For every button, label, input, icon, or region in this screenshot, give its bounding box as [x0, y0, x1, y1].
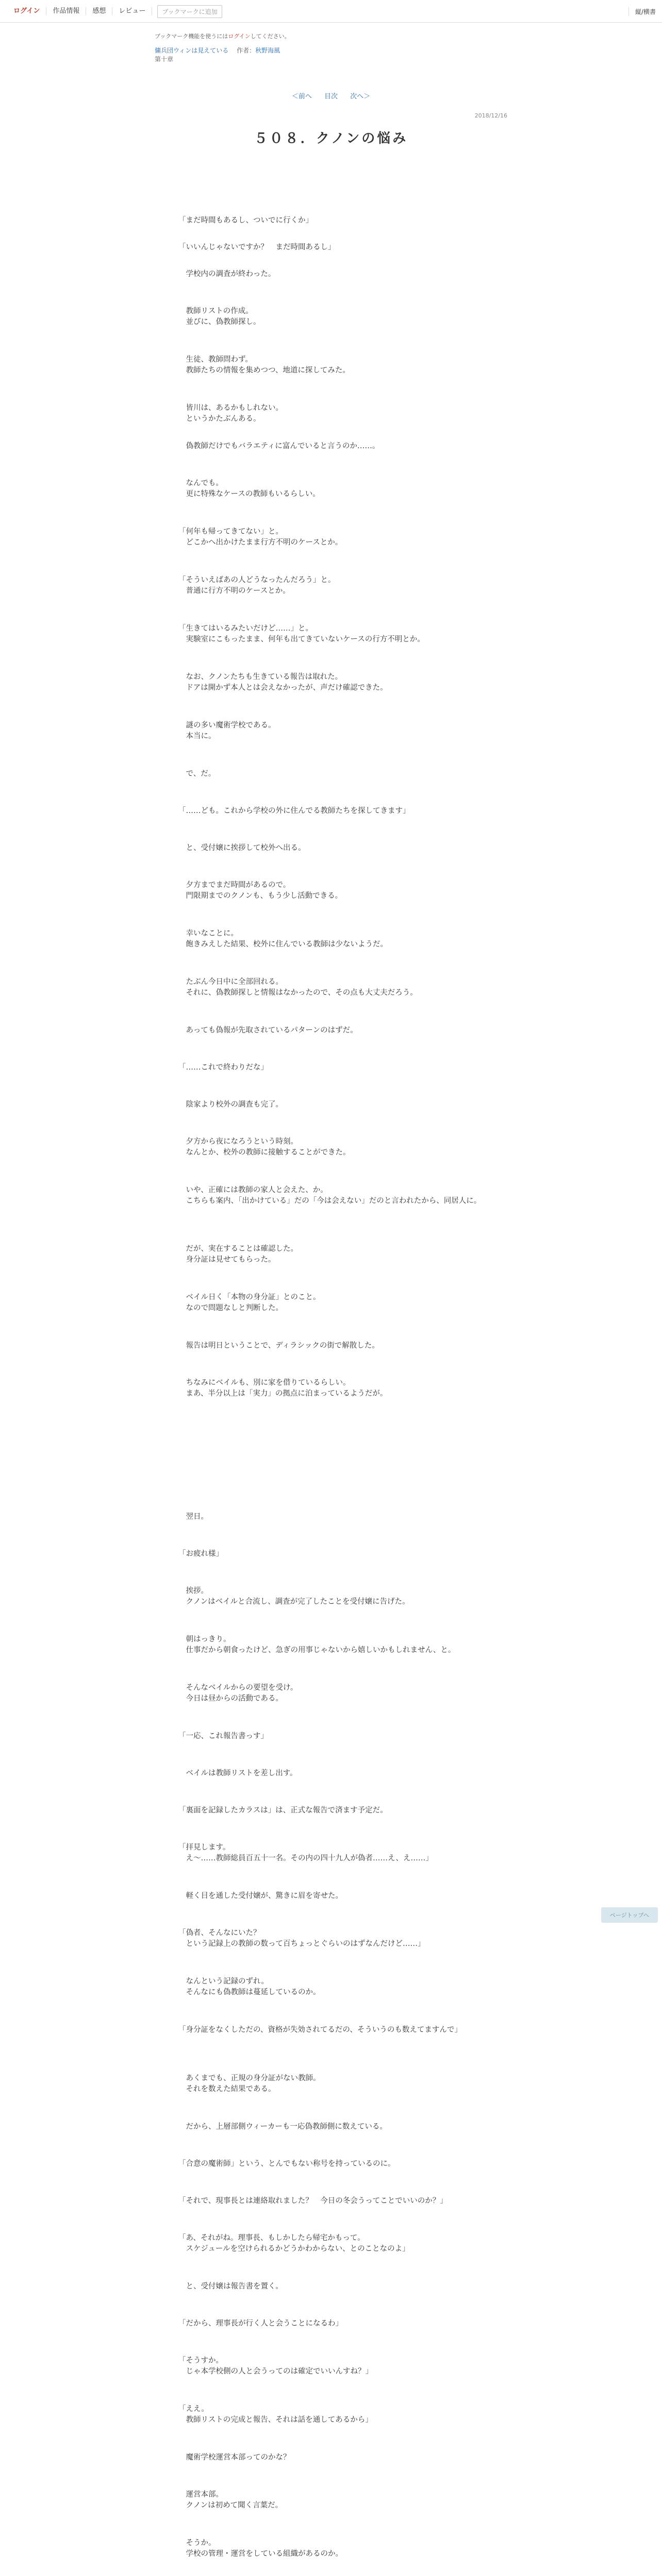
nav-login-link[interactable]: ログイン — [7, 7, 46, 15]
bookmark-button[interactable]: ブックマークに追加 — [157, 5, 222, 18]
body-paragraph: 運営本部。 クノンは初めて聞く言葉だ。 — [186, 2490, 283, 2510]
body-paragraph: 「だから、理事長が行く人と会うことになるわ」 — [178, 2319, 343, 2328]
series-title-link[interactable]: 傭兵団ウィンは見えている — [155, 47, 229, 54]
nav-info-link[interactable]: 作品情報 — [46, 7, 86, 15]
post-date: 2018/12/16 — [474, 112, 507, 119]
body-paragraph: 魔術学校運営本部ってのかな？ — [178, 2453, 291, 2462]
author-label: 作者： — [237, 47, 256, 54]
body-paragraph: だから、上層部側ウィーカーも一応偽教師側に数えている。 — [178, 2123, 387, 2131]
nav-review-link[interactable]: レビュー — [112, 7, 152, 15]
body-paragraph: あくまでも、正規の身分証がない教師。 それを数えた結果である。 — [186, 2074, 321, 2093]
body-paragraph: 「裏面を記録したカラスは」は、正式な報告で済ます予定だ。 — [178, 1806, 388, 1815]
body-paragraph: 「お疲れ様」 — [178, 1550, 223, 1558]
body-paragraph: 皆川は、あるかもしれない。 というかたぶんある。 — [186, 404, 283, 423]
body-paragraph: そうか。 学校の管理・運営をしている組織があるのか。 — [186, 2539, 343, 2558]
body-paragraph: 「一応、これ報告書っす」 — [178, 1732, 268, 1740]
body-paragraph: 挨拶。 クノンはベイルと合流し、調査が完了したことを受付嬢に告げた。 — [186, 1587, 410, 1606]
body-paragraph: いや、正確には教師の家人と会えた、か。 こちらも案内、「出かけている」だの「今は会えない」だのと言われたから、同居人に。 — [186, 1186, 482, 1205]
prev-link[interactable]: ＜前へ — [291, 93, 312, 100]
body-paragraph: 軽く目を通した受付嬢が、驚きに眉を寄せた。 — [178, 1892, 343, 1900]
body-paragraph: だが、実在することは確認した。 身分証は見せてもらった。 — [186, 1245, 298, 1264]
body-paragraph: 報告は明日ということで、ディラシックの街で解散した。 — [178, 1342, 379, 1350]
body-paragraph: たぶん今日中に全部回れる。 それに、偽教師探しと情報はなかったので、その点も大丈夫だろう。 — [186, 978, 418, 997]
next-link[interactable]: 次へ＞ — [350, 93, 371, 100]
body-paragraph: と、受付嬢に挨拶して校外へ出る。 — [178, 844, 306, 852]
body-paragraph: 「何年も帰ってきてない」と。 どこかへ出かけたまま行方不明のケースとか。 — [178, 528, 343, 547]
body-paragraph: 朝はっきり。 仕事だから朝食ったけど、急ぎの用事じゃないから嬉しいかもしれません、と。 — [186, 1635, 456, 1654]
body-paragraph: 「拝見します。 え～……教師総員百五十一名。その内の四十九人が偽者……え、え……」 — [178, 1843, 433, 1862]
body-paragraph: 偽教師だけでもバラエティに富んでいると言うのか……。 — [178, 442, 380, 450]
episode-pager — [0, 91, 662, 100]
body-paragraph: で、だ。 — [178, 770, 216, 778]
layout-toggle-label: 縦/横書 — [628, 7, 656, 16]
body-paragraph: そんなベイルからの要望を受け。 今日は昼からの活動である。 — [186, 1684, 298, 1703]
author-info — [230, 47, 280, 54]
body-paragraph: 「……これで終わりだな」 — [178, 1063, 268, 1072]
page-top-button[interactable]: ページトップへ — [601, 1907, 658, 1923]
bookmark-wrapper — [157, 5, 222, 18]
body-paragraph: 「生きてはいるみたいだけど……」と。 実験室にこもったまま、何年も出てきていないケースの行方不明とか。 — [178, 624, 425, 643]
nav-menu — [7, 0, 222, 23]
body-paragraph: 「いいんじゃないですか？ まだ時間あるし」 — [178, 243, 336, 251]
layout-toggle[interactable] — [628, 0, 656, 23]
body-paragraph: 陰家より校外の調査も完了。 — [178, 1100, 283, 1109]
body-paragraph: 「身分証をなくしただの、資格が失効されてるだの、そういうのも数えてますんで」 — [178, 2026, 462, 2034]
body-paragraph: 学校内の調査が終わった。 — [178, 270, 276, 278]
body-paragraph: 生徒、教師問わず。 教師たちの情報を集めつつ、地道に探してみた。 — [186, 355, 350, 375]
notice-prefix: ブックマーク機能を使うには — [155, 33, 228, 40]
body-paragraph: 「ええ。 教師リストの完成と報告、それは話を通してあるから」 — [178, 2405, 373, 2424]
novel-header — [155, 32, 507, 64]
body-paragraph: あっても偽報が先取されているパターンのはずだ。 — [178, 1026, 358, 1035]
body-paragraph: 「そういえばあの人どうなったんだろう」と。 普通に行方不明のケースとか。 — [178, 576, 336, 595]
body-paragraph: 「……ども。これから学校の外に住んでる教師たちを探してきます」 — [178, 807, 410, 815]
series-info — [155, 46, 507, 64]
body-paragraph: 「まだ時間もあるし、ついでに行くか」 — [178, 216, 313, 225]
body-paragraph: 「合意の魔術師」という、とんでもない称号を持っているのに。 — [178, 2160, 395, 2168]
body-paragraph: 謎の多い魔術学校である。 本当に。 — [186, 721, 276, 740]
author-link[interactable]: 秋野海風 — [255, 47, 280, 54]
body-paragraph: なんという記録のずれ。 そんなにも偽教師は蔓延しているのか。 — [186, 1977, 321, 1996]
body-paragraph: なお、クノンたちも生きている報告は取れた。 ドアは開かず本人とは会えなかったが、声だけ確認できた。 — [186, 673, 388, 692]
top-nav-bar — [0, 0, 662, 23]
bookmark-notice — [155, 32, 507, 40]
body-paragraph: 幸いなことに。 飽きみえした結果、校外に住んでいる教師は少ないようだ。 — [186, 929, 388, 948]
body-paragraph: 夕方までまだ時間があるので。 門限期までのクノンも、もう少し活動できる。 — [186, 881, 343, 900]
notice-login-link[interactable]: ログイン — [228, 33, 251, 40]
nav-impression-link[interactable]: 感想 — [86, 7, 112, 15]
episode-title: ５０８．クノンの悩み — [254, 131, 408, 146]
body-paragraph: 「あ、それがね。理事長、もしかしたら帰宅かもって。 スケジュールを空けられるかどうかわからない、とのことなのよ」 — [178, 2234, 410, 2253]
body-paragraph: なんでも。 更に特殊なケースの教師もいるらしい。 — [186, 479, 320, 498]
body-paragraph: 「偽者、そんなにいた？ という記録上の教師の数って百ちょっとぐらいのはずなんだけど……」 — [178, 1929, 425, 1948]
notice-suffix: してください。 — [250, 33, 290, 40]
body-paragraph: 「それで、現事長とは連絡取れました？ 今日の冬会うってことでいいのか？」 — [178, 2197, 448, 2205]
body-paragraph: 翌日。 — [178, 1513, 208, 1521]
body-paragraph: ちなみにベイルも、別に家を借りているらしい。 まあ、半分以上は「実力」の拠点に泊まっているようだが。 — [186, 1379, 388, 1398]
toc-link[interactable]: 目次 — [324, 93, 338, 100]
body-paragraph: と、受付嬢は報告書を置く。 — [178, 2282, 283, 2291]
body-paragraph: 「そうすか。 じゃ本学校側の人と会うってのは確定でいいんすね？」 — [178, 2357, 373, 2376]
body-paragraph: ベイルは教師リストを差し出す。 — [178, 1769, 297, 1777]
body-paragraph: 夕方から夜になろうという時刻。 なんとか、校外の教師に接触することができた。 — [186, 1138, 351, 1157]
body-paragraph: 教師リストの作成。 並びに、偽教師探し。 — [186, 307, 261, 326]
body-paragraph: ベイル日く「本物の身分証」とのこと。 なので問題なしと判断した。 — [186, 1293, 321, 1312]
chapter-label: 第十章 — [155, 56, 174, 63]
